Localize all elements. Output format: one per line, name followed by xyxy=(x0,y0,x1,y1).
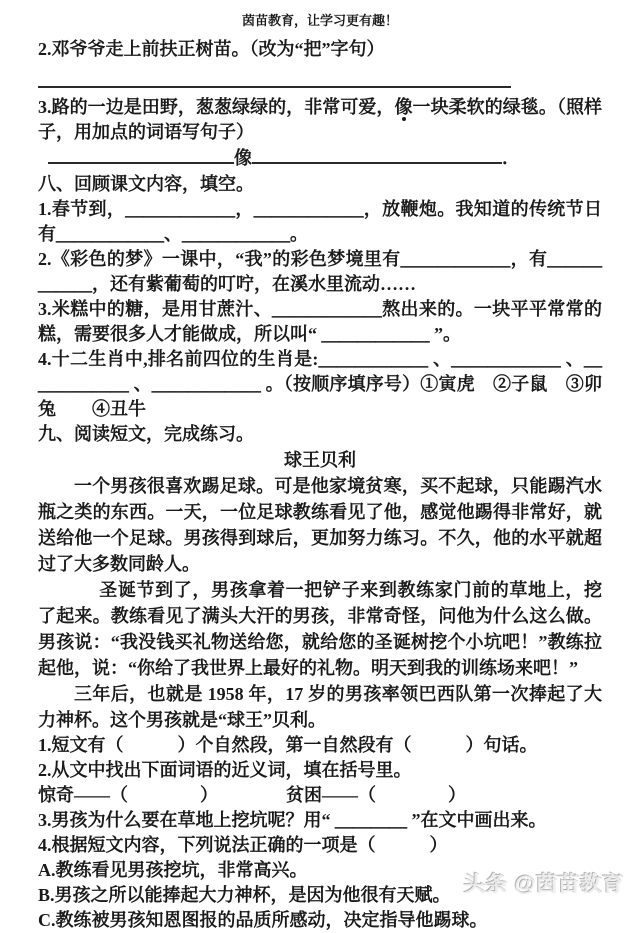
question-7-3-pre: 3.路的一边是田野，葱葱绿绿的，非常可爱， xyxy=(38,97,395,117)
option-a: A.教练看见男孩挖坑，非常高兴。 xyxy=(38,860,308,880)
question-9-4: 4.根据短文内容，下列说法正确的一项是（ ） xyxy=(38,835,448,855)
question-9-1: 1.短文有（ ）个自然段，第一自然段有（ ）句话。 xyxy=(38,735,538,755)
synonym-row xyxy=(38,783,602,808)
question-7-3-post: 一块柔软的绿毯。（照样子，用加点的词语写句子） xyxy=(38,97,603,142)
question-8-2: 2.《彩色的梦》一课中，“我”的彩色梦境里有＿＿＿＿＿＿，有＿＿＿＿＿＿，还有紫葡萄的叮咛，在溪水里流动…… xyxy=(38,249,602,294)
question-7-2: 2.邓爷爷走上前扶正树苗。（改为“把”字句） xyxy=(38,39,385,59)
blank-underline-right xyxy=(252,145,502,164)
reading-passage xyxy=(38,447,602,733)
option-b: B.男孩之所以能捧起大力神杯，是因为他很有天赋。 xyxy=(38,885,451,905)
toutiao-watermark: 头条 @茵苗教育 xyxy=(463,873,624,896)
passage-paragraph-3: 三年后，也就是 1958 年，17 岁的男孩率领巴西队第一次捧起了大力神杯。这个男孩就是“球王”贝利。 xyxy=(38,684,602,730)
question-9-2: 2.从文中找出下面词语的近义词，填在括号里。 xyxy=(38,760,412,780)
synonym-left: 惊奇——（ ） xyxy=(38,785,218,805)
synonym-right: 贫困——（ ） xyxy=(286,785,466,805)
blank-underline-left xyxy=(48,145,234,164)
question-8-3: 3.米糕中的糖，是用甘蔗汁、＿＿＿＿＿＿熬出来的。一块平平常常的糕，需要很多人才能做成，所以叫“ ＿＿＿＿＿＿ ”。 xyxy=(38,299,602,344)
question-8-4: 4.十二生肖中,排名前四位的生肖是:＿＿＿＿＿＿ 、＿＿＿＿＿＿ 、＿＿＿＿＿＿ 、＿＿＿＿＿＿ 。（按顺序填序号）①寅虎 ②子鼠 ③卯兔 ④丑牛 xyxy=(38,349,602,419)
question-8-1: 1.春节到，＿＿＿＿＿＿，＿＿＿＿＿＿，放鞭炮。我知道的传统节日有＿＿＿＿＿＿、＿＿＿＿＿＿。 xyxy=(38,199,602,244)
dotted-word: 像 xyxy=(394,97,413,117)
fill-period: ． xyxy=(502,148,520,168)
answer-rule xyxy=(38,62,511,88)
option-c: C.教练被男孩知恩图报的品质所感动，决定指导他踢球。 xyxy=(38,910,488,930)
passage-title: 球王贝利 xyxy=(284,450,356,470)
section-8-heading: 八、回顾课文内容，填空。 xyxy=(38,174,254,194)
question-9-3: 3.男孩为什么要在草地上挖坑呢？用“ ＿＿＿＿ ”在文中画出来。 xyxy=(38,810,547,830)
fill-connector: 像 xyxy=(234,148,252,168)
question-7-3 xyxy=(38,95,602,145)
page-header: 茵苗教育，让学习更有趣！ xyxy=(241,13,398,28)
fill-blank-line xyxy=(38,145,602,171)
passage-paragraph-2: 圣诞节到了，男孩拿着一把铲子来到教练家门前的草地上，挖了起来。教练看见了满头大汗的男孩，非常奇怪，问他为什么这么做。男孩说：“我没钱买礼物送给您，就给您的圣诞树挖个小坑吧！”教练拉起他，说：“你给了我世界上最好的礼物。明天到我的训练场来吧！” xyxy=(38,580,602,678)
passage-paragraph-1: 一个男孩很喜欢踢足球。可是他家境贫寒，买不起球，只能踢汽水瓶之类的东西。一天，一位足球教练看见了他，感觉他踢得非常好，就送给他一个足球。男孩得到球后，更加努力练习。不久，他的水平就超过了大多数同龄人。 xyxy=(38,476,602,574)
section-9-heading: 九、阅读短文，完成练习。 xyxy=(38,424,254,444)
